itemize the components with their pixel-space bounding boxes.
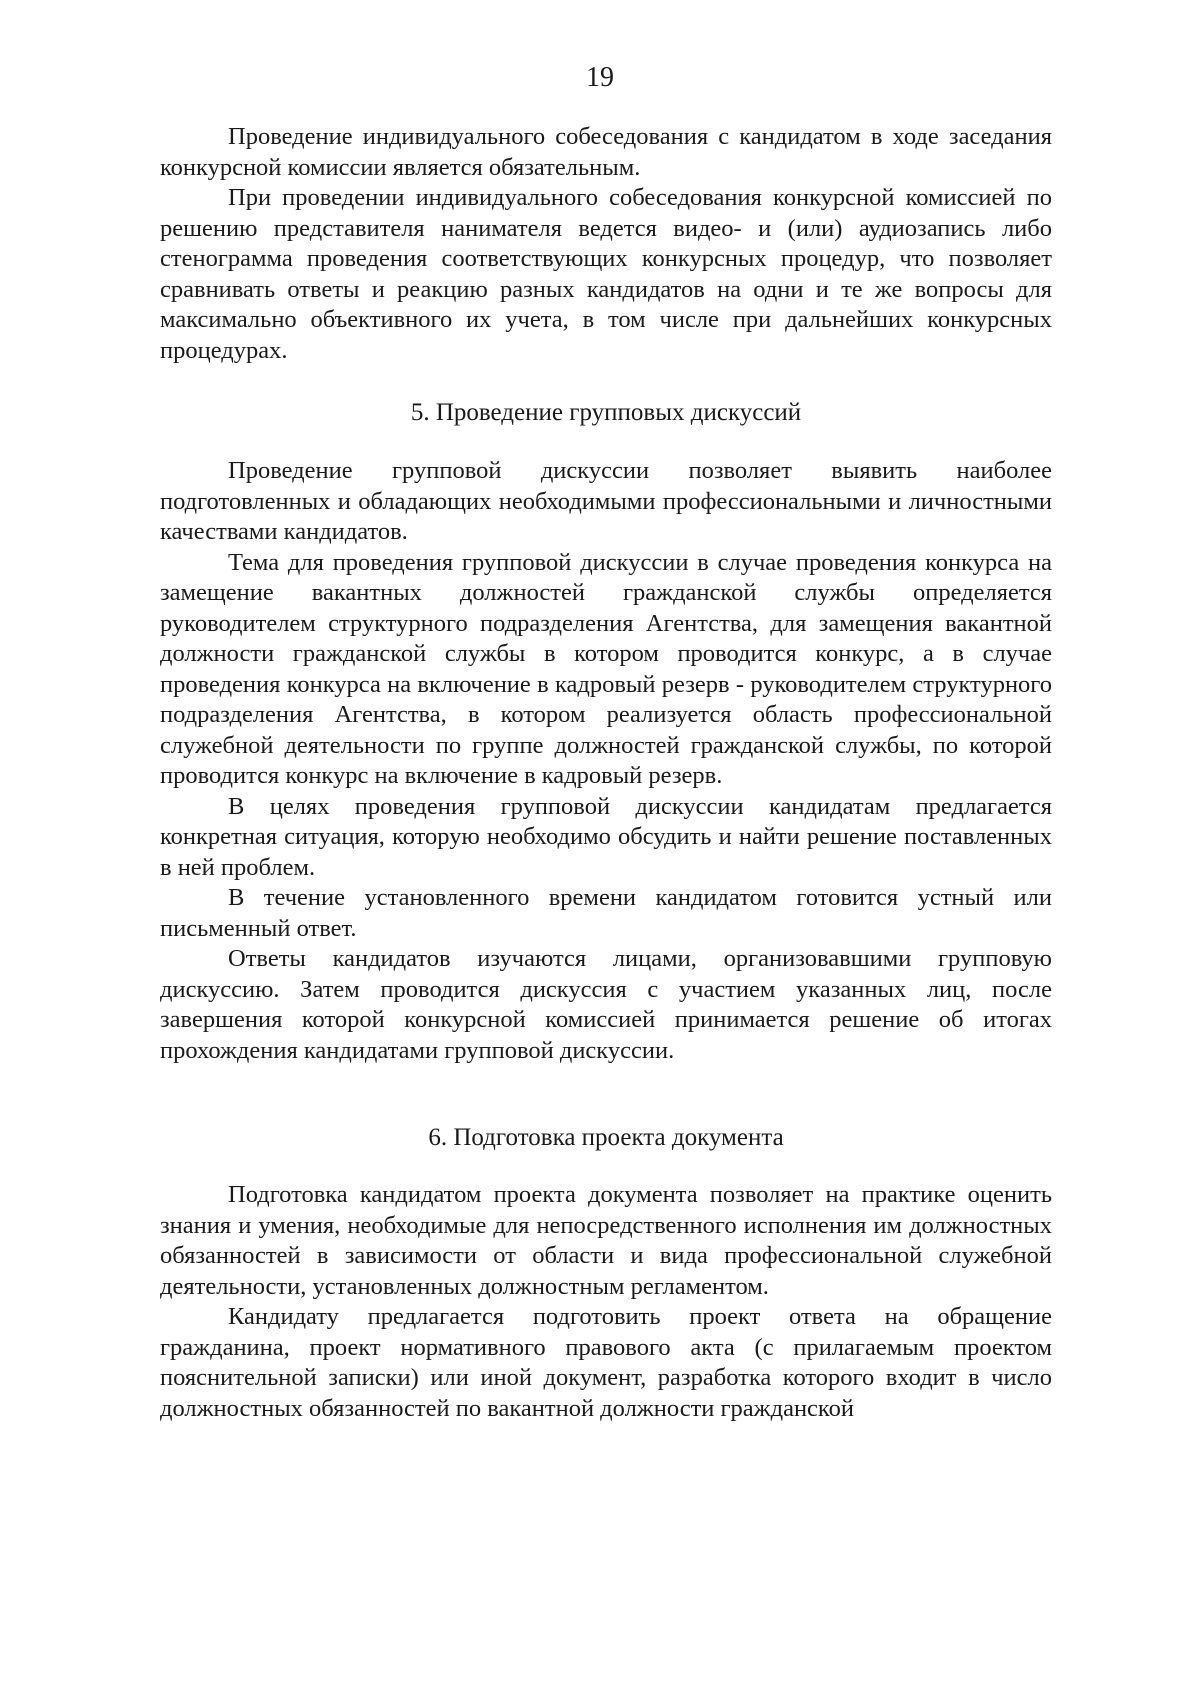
section-4-continuation	[160, 122, 1052, 366]
paragraph: Тема для проведения групповой дискуссии в случае проведения конкурса на замещение вакантных должностей гражданской службы определяется руководителем структурного подразделения Агентства, для замещения вакантной должности гражданской службы в котором проводится конкурс, а в случае проведения конкурса на включение в кадровый резерв - руководителем структурного подразделения Агентства, в котором реализуется область профессиональной служебной деятельности по группе должностей гражданской службы, по которой проводится конкурс на включение в кадровый резерв.	[160, 548, 1052, 789]
section-5-body	[160, 456, 1052, 1066]
paragraph: Проведение индивидуального собеседования с кандидатом в ходе заседания конкурсной комиссии является обязательным.	[160, 123, 1052, 181]
paragraph: Ответы кандидатов изучаются лицами, организовавшими групповую дискуссию. Затем проводится дискуссия с участием указанных лиц, после завершения которой конкурсной комиссией принимается решение об итогах прохождения кандидатами групповой дискуссии.	[160, 945, 1052, 1064]
paragraph: Проведение групповой дискуссии позволяет выявить наиболее подготовленных и обладающих необходимыми профессиональными и личностными качествами кандидатов.	[160, 457, 1052, 545]
paragraph: В течение установленного времени кандидатом готовится устный или письменный ответ.	[160, 884, 1052, 942]
paragraph: В целях проведения групповой дискуссии кандидатам предлагается конкретная ситуация, которую необходимо обсудить и найти решение поставленных в ней проблем.	[160, 792, 1052, 881]
section-heading-5: 5. Проведение групповых дискуссий	[410, 399, 802, 426]
section-6-body	[160, 1180, 1052, 1424]
paragraph: Кандидату предлагается подготовить проект ответа на обращение гражданина, проект нормативного правового акта (с прилагаемым проектом пояснительной записки) или иной документ, разработка которого входит в число должностных обязанностей по вакантной должности гражданской	[160, 1303, 1052, 1422]
page-number: 19	[586, 62, 614, 93]
paragraph: При проведении индивидуального собеседования конкурсной комиссией по решению представителя нанимателя ведется видео- и (или) аудиозапись либо стенограмма проведения соответствующих конкурсных процедур, что позволяет сравнивать ответы и реакцию разных кандидатов на одни и те же вопросы для максимально объективного их учета, в том числе при дальнейших конкурсных процедурах.	[160, 184, 1052, 364]
paragraph: Подготовка кандидатом проекта документа позволяет на практике оценить знания и умения, необходимые для непосредственного исполнения им должностных обязанностей в зависимости от области и вида профессиональной служебной деятельности, установленных должностным регламентом.	[160, 1181, 1052, 1300]
section-heading-6: 6. Подготовка проекта документа	[428, 1124, 784, 1151]
